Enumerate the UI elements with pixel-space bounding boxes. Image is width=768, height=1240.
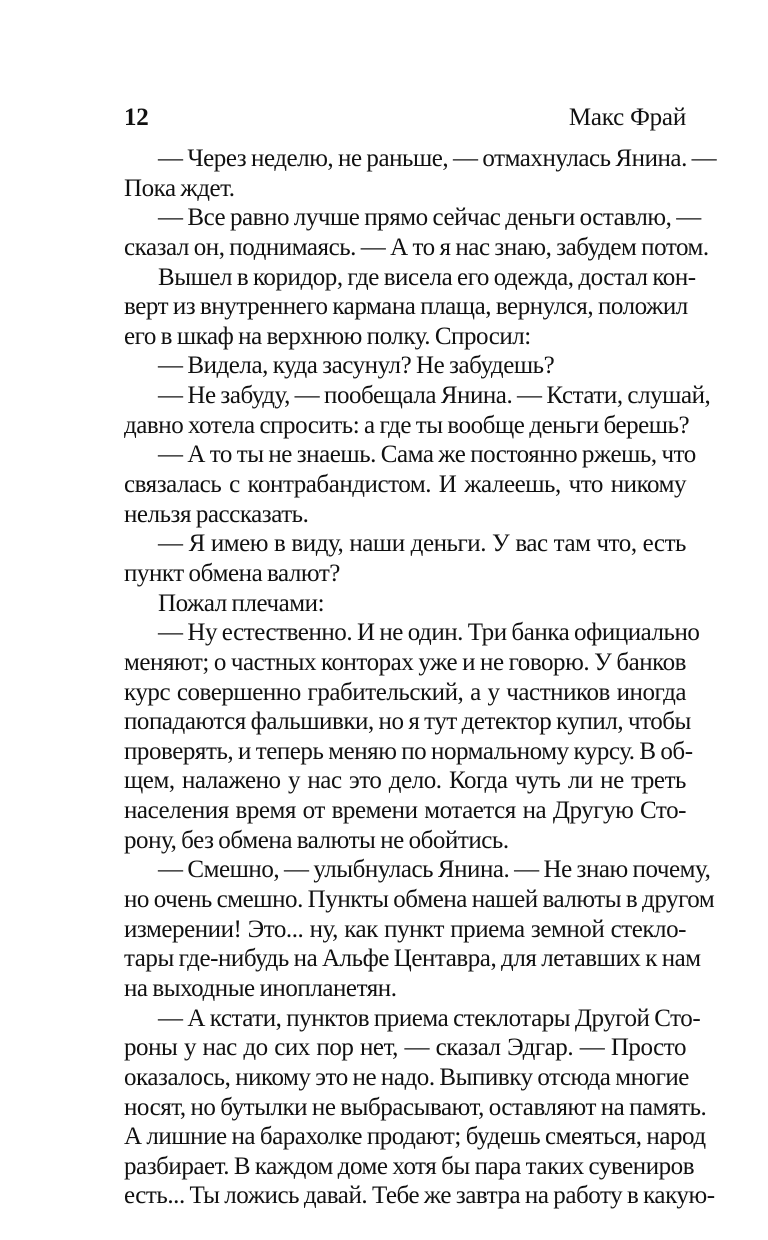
text-line: верт из внутреннего кармана плаща, вернулся, положил <box>124 293 688 321</box>
text-line: пункт обмена валют? <box>124 559 340 587</box>
text-line: связалась с контрабандистом. И жалеешь, что никому <box>124 471 686 499</box>
running-head <box>124 100 686 136</box>
book-author: Макс Фрай <box>568 104 686 131</box>
text-line: но очень смешно. Пункты обмена нашей валюты в другом <box>124 886 715 914</box>
text-line: — Через неделю, не раньше, — отмахнулась Янина. — <box>158 145 717 172</box>
text-line: измерении! Это... ну, как пункт приема земной стекло- <box>124 915 686 943</box>
text-line: Пока ждет. <box>124 174 235 202</box>
text-line: А лишние на барахолке продают; будешь смеяться, народ <box>124 1123 706 1151</box>
text-line: нельзя рассказать. <box>124 500 309 528</box>
text-line: меняют; о частных конторах уже и не говорю. У банков <box>124 648 686 676</box>
text-line: — Все равно лучше прямо сейчас деньги оставлю, — <box>158 204 701 232</box>
text-line: роны у нас до сих пор нет, — сказал Эдгар. — Просто <box>124 1034 686 1062</box>
text-line: проверять, и теперь меняю по нормальному курсу. В об- <box>124 737 693 765</box>
text-line: населения время от времени мотается на Другую Сто- <box>124 797 686 825</box>
text-line: Пожал плечами: <box>158 589 325 617</box>
text-line: носят, но бутылки не выбрасывают, оставляют на память. <box>124 1093 707 1121</box>
text-line: щем, налажено у нас это дело. Когда чуть ли не треть <box>124 767 686 795</box>
text-line: давно хотела спросить: а где ты вообще деньги берешь? <box>124 411 690 439</box>
text-line: — Не забуду, — пообещала Янина. — Кстати, слушай, <box>158 382 711 410</box>
text-line: — А то ты не знаешь. Сама же постоянно ржешь, что <box>158 441 696 469</box>
text-line: — А кстати, пунктов приема стеклотары Другой Сто- <box>158 1004 701 1032</box>
text-line: — Смешно, — улыбнулась Янина. — Не знаю почему, <box>158 856 711 884</box>
text-line: попадаются фальшивки, но я тут детектор купил, чтобы <box>124 708 691 736</box>
body-text <box>124 144 717 1211</box>
text-line: — Видела, куда засунул? Не забудешь? <box>158 352 555 380</box>
text-line: Вышел в коридор, где висела его одежда, достал кон- <box>158 263 696 291</box>
text-line: — Ну естественно. И не один. Три банка официально <box>158 619 700 647</box>
text-line: есть... Ты ложись давай. Тебе же завтра на работу в какую- <box>124 1182 715 1210</box>
text-line: разбирает. В каждом доме хотя бы пара таких сувениров <box>124 1152 695 1180</box>
text-line: курс совершенно грабительский, а у частников иногда <box>124 678 686 706</box>
text-line: рону, без обмена валюты не обойтись. <box>124 826 509 854</box>
text-line: сказал он, поднимаясь. — А то я нас знаю, забудем потом. <box>124 233 709 261</box>
text-line: тары где-нибудь на Альфе Центавра, для летавших к нам <box>124 945 701 973</box>
text-line: — Я имею в виду, наши деньги. У вас там что, есть <box>158 530 686 558</box>
page-number: 12 <box>124 104 149 131</box>
text-line: оказалось, никому это не надо. Выпивку отсюда многие <box>124 1063 689 1091</box>
text-line: его в шкаф на верхнюю полку. Спросил: <box>124 322 531 350</box>
text-line: на выходные инопланетян. <box>124 974 397 1002</box>
